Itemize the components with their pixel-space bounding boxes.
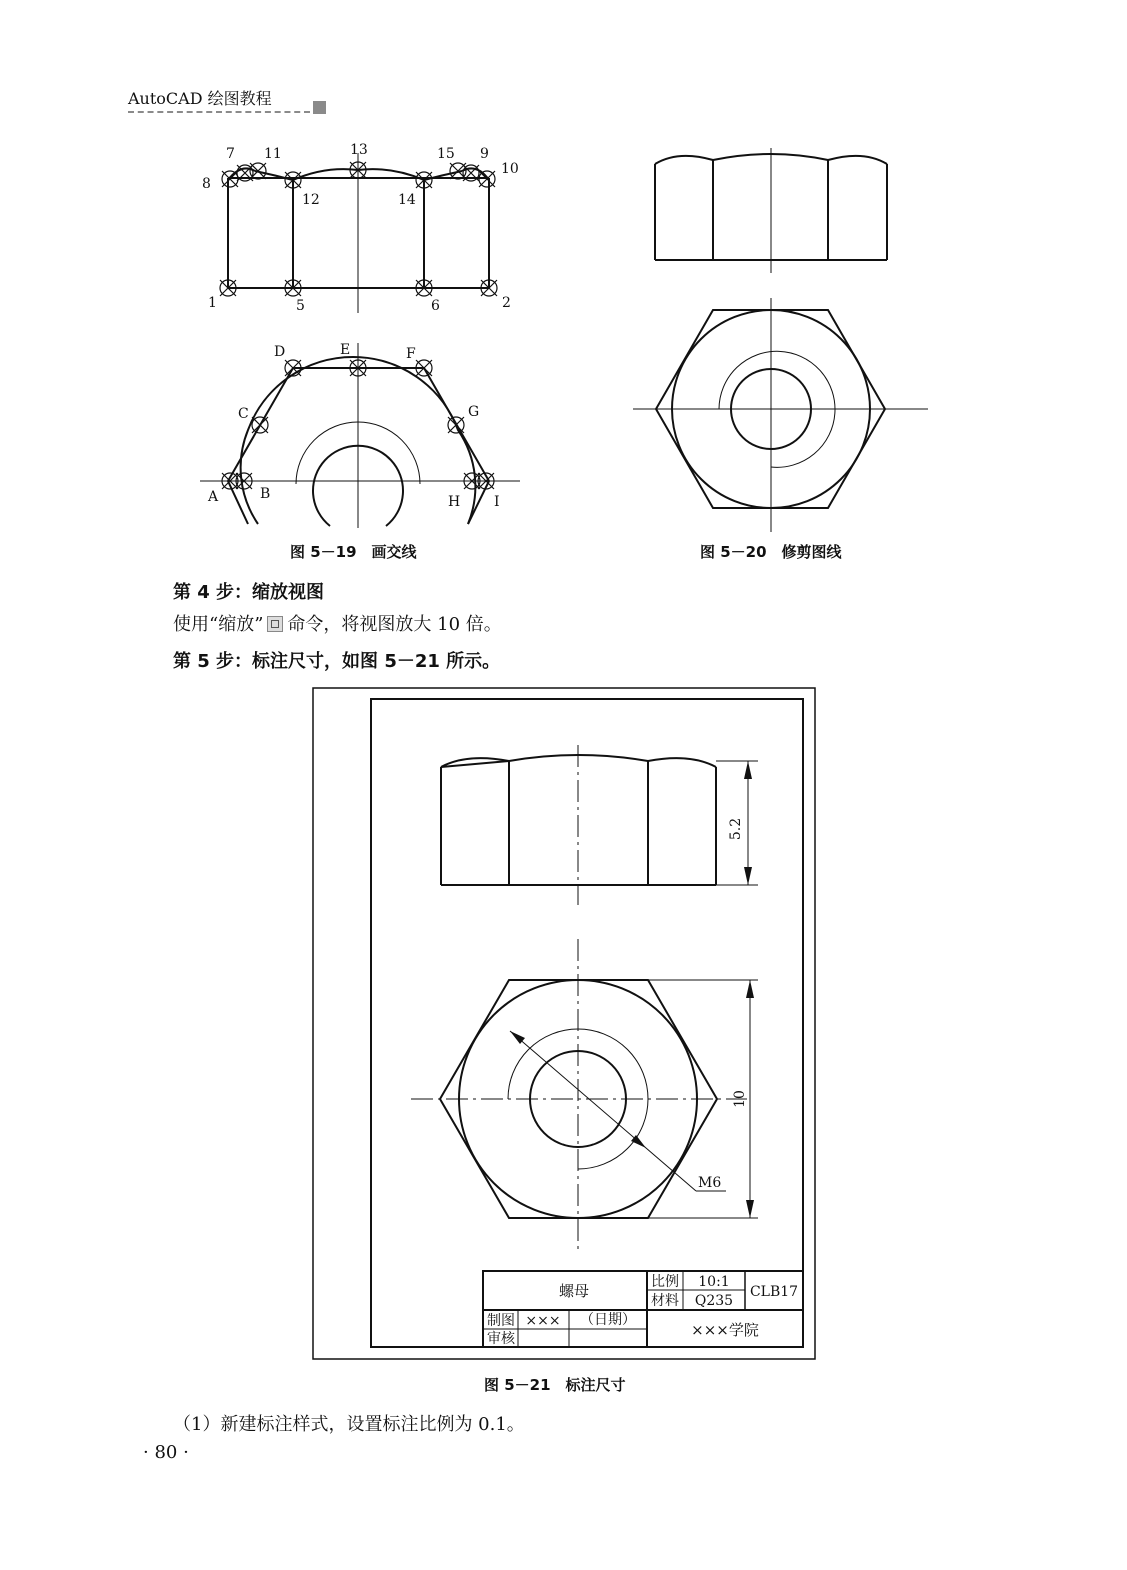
point-label: 1 bbox=[208, 295, 217, 311]
drawn-by: ××× bbox=[525, 1313, 561, 1329]
figure-5-19-caption: 图 5－19 画交线 bbox=[290, 543, 417, 561]
drawing-frame bbox=[371, 699, 803, 1347]
figure-5-20-caption: 图 5－20 修剪图线 bbox=[700, 543, 842, 561]
header-dashed-rule bbox=[128, 111, 310, 113]
point-label: 8 bbox=[202, 176, 211, 192]
point-label: E bbox=[340, 342, 351, 358]
part-name: 螺母 bbox=[558, 1282, 590, 1300]
point-label: I bbox=[494, 494, 500, 510]
drawing-number: CLB17 bbox=[749, 1284, 799, 1300]
scale-label: 比例 bbox=[651, 1274, 679, 1290]
page-number: · 80 · bbox=[143, 1442, 189, 1463]
zoom-window-icon bbox=[267, 616, 283, 632]
point-label: 12 bbox=[302, 192, 320, 208]
thread-dimension-label: M6 bbox=[698, 1175, 722, 1191]
point-label: F bbox=[406, 346, 416, 362]
step-4-text bbox=[173, 610, 502, 636]
point-label: 11 bbox=[264, 146, 282, 162]
figure-5-19-intersection-lines bbox=[190, 138, 535, 530]
step-4-text-after: 命令，将视图放大 10 倍。 bbox=[287, 614, 502, 635]
material-value: Q235 bbox=[694, 1293, 734, 1309]
point-label: 6 bbox=[431, 298, 440, 314]
figure-5-21-dimensioned-drawing bbox=[312, 687, 817, 1361]
header-square-marker bbox=[313, 101, 326, 114]
step-4-text-before: 使用“缩放” bbox=[173, 614, 264, 635]
figure-5-21-caption: 图 5－21 标注尺寸 bbox=[484, 1376, 626, 1394]
running-header: AutoCAD 绘图教程 bbox=[128, 89, 272, 108]
point-label: H bbox=[448, 494, 461, 510]
point-label: 2 bbox=[502, 295, 511, 311]
point-label: D bbox=[274, 344, 286, 360]
point-label: 10 bbox=[501, 161, 519, 177]
width-dimension-label: 10 bbox=[732, 1090, 748, 1108]
material-label: 材料 bbox=[651, 1293, 679, 1309]
drawn-label: 制图 bbox=[487, 1313, 515, 1329]
point-label: 14 bbox=[398, 192, 416, 208]
point-label: C bbox=[238, 406, 249, 422]
note-1: （1）新建标注样式，设置标注比例为 0.1。 bbox=[173, 1414, 525, 1435]
drawn-date: （日期） bbox=[580, 1312, 636, 1328]
school-name: ×××学院 bbox=[691, 1321, 759, 1339]
check-label: 审核 bbox=[487, 1331, 515, 1347]
point-label: 5 bbox=[296, 298, 305, 314]
point-label: 9 bbox=[480, 146, 489, 162]
height-dimension-label: 5.2 bbox=[728, 817, 744, 841]
point-label: G bbox=[468, 404, 480, 420]
point-label: 7 bbox=[226, 146, 235, 162]
point-label: 15 bbox=[437, 146, 455, 162]
scale-value: 10:1 bbox=[698, 1274, 730, 1290]
sheet-border bbox=[313, 688, 815, 1359]
point-label: B bbox=[260, 486, 271, 502]
point-label: A bbox=[208, 489, 219, 505]
step-5-heading: 第 5 步：标注尺寸，如图 5－21 所示。 bbox=[173, 651, 501, 672]
point-label: 13 bbox=[350, 142, 368, 158]
figure-5-20-trimmed-lines bbox=[628, 138, 930, 534]
step-4-heading: 第 4 步：缩放视图 bbox=[173, 582, 325, 603]
